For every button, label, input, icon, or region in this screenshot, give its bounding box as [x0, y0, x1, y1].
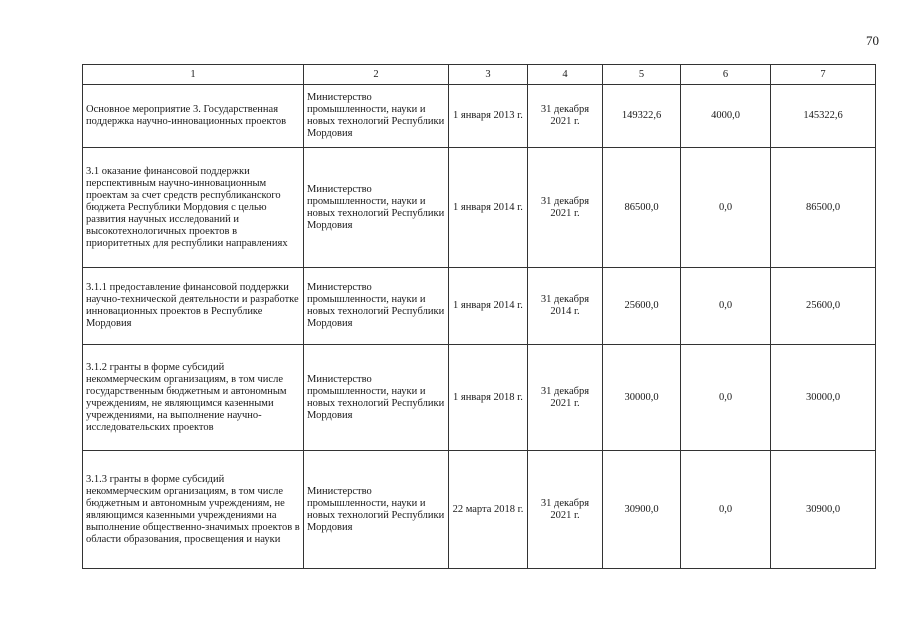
column-header: 4 — [528, 65, 603, 85]
column-7-cell: 30900,0 — [771, 451, 876, 569]
column-7-cell: 86500,0 — [771, 148, 876, 268]
column-6-cell: 0,0 — [681, 148, 771, 268]
header-row — [83, 65, 876, 85]
column-header: 1 — [83, 65, 304, 85]
event-cell: 3.1.2 гранты в форме субсидий некоммерческим организациям, в том числе государственным бюджетным и автономным учреждениям, не являющимся казенными учреждениями, на выполнение научно-исследовательских проектов — [83, 345, 304, 451]
table-row — [83, 85, 876, 148]
table-row — [83, 268, 876, 345]
organization-cell: Министерство промышленности, науки и новых технологий Республики Мордовия — [304, 345, 449, 451]
event-cell: Основное мероприятие 3. Государственная поддержка научно-инновационных проектов — [83, 85, 304, 148]
column-6-cell: 0,0 — [681, 345, 771, 451]
total-cell: 30900,0 — [603, 451, 681, 569]
start-date-cell: 22 марта 2018 г. — [449, 451, 528, 569]
column-7-cell: 25600,0 — [771, 268, 876, 345]
start-date-cell: 1 января 2018 г. — [449, 345, 528, 451]
column-header: 2 — [304, 65, 449, 85]
organization-cell: Министерство промышленности, науки и новых технологий Республики Мордовия — [304, 451, 449, 569]
end-date-cell: 31 декабря 2021 г. — [528, 85, 603, 148]
start-date-cell: 1 января 2013 г. — [449, 85, 528, 148]
start-date-cell: 1 января 2014 г. — [449, 268, 528, 345]
total-cell: 25600,0 — [603, 268, 681, 345]
table-row — [83, 148, 876, 268]
organization-cell: Министерство промышленности, науки и новых технологий Республики Мордовия — [304, 268, 449, 345]
column-header: 7 — [771, 65, 876, 85]
end-date-cell: 31 декабря 2021 г. — [528, 148, 603, 268]
total-cell: 149322,6 — [603, 85, 681, 148]
event-cell: 3.1.1 предоставление финансовой поддержки научно-технической деятельности и разработке инновационных проектов в Республике Мордовия — [83, 268, 304, 345]
end-date-cell: 31 декабря 2021 г. — [528, 451, 603, 569]
column-6-cell: 0,0 — [681, 268, 771, 345]
column-header: 6 — [681, 65, 771, 85]
column-header: 3 — [449, 65, 528, 85]
end-date-cell: 31 декабря 2014 г. — [528, 268, 603, 345]
start-date-cell: 1 января 2014 г. — [449, 148, 528, 268]
budget-table — [82, 64, 876, 569]
page-number: 70 — [866, 33, 879, 48]
organization-cell: Министерство промышленности, науки и новых технологий Республики Мордовия — [304, 85, 449, 148]
column-6-cell: 0,0 — [681, 451, 771, 569]
organization-cell: Министерство промышленности, науки и новых технологий Республики Мордовия — [304, 148, 449, 268]
column-7-cell: 145322,6 — [771, 85, 876, 148]
column-header: 5 — [603, 65, 681, 85]
event-cell: 3.1 оказание финансовой поддержки перспективным научно-инновационным проектам за счет средств республиканского бюджета Республики Мордовия с целью развития научных исследований и высокотехнологичных проектов в приоритетных для республики направлениях — [83, 148, 304, 268]
column-6-cell: 4000,0 — [681, 85, 771, 148]
column-7-cell: 30000,0 — [771, 345, 876, 451]
total-cell: 86500,0 — [603, 148, 681, 268]
total-cell: 30000,0 — [603, 345, 681, 451]
table-row — [83, 451, 876, 569]
end-date-cell: 31 декабря 2021 г. — [528, 345, 603, 451]
table-row — [83, 345, 876, 451]
event-cell: 3.1.3 гранты в форме субсидий некоммерческим организациям, в том числе бюджетным и автономным учреждениям, не являющимся казенными учреждениями на выполнение общественно-значимых проектов в области образования, просвещения и науки — [83, 451, 304, 569]
